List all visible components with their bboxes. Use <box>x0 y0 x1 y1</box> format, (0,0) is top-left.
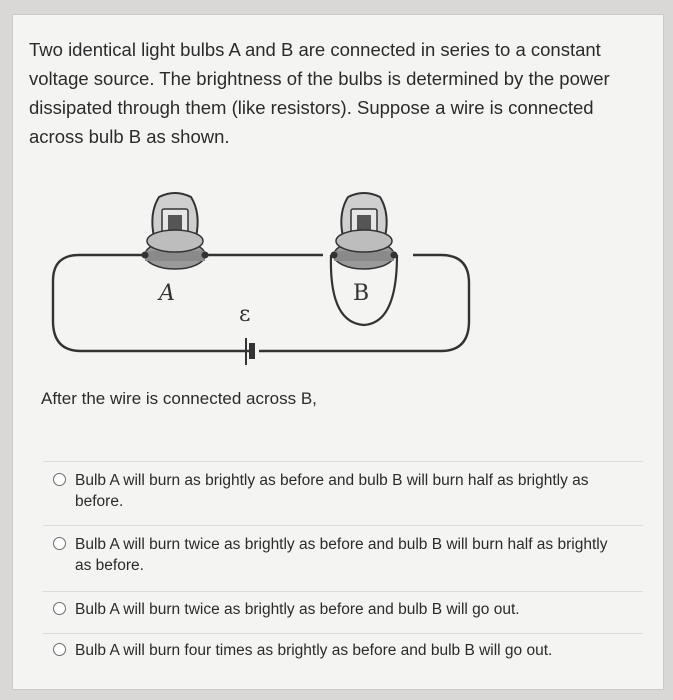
radio-button[interactable] <box>53 643 66 656</box>
bulb-a-label: A <box>159 281 175 306</box>
answer-option[interactable] <box>53 599 623 620</box>
prompt-text: After the wire is connected across B, <box>41 389 317 408</box>
answer-option[interactable] <box>53 640 623 661</box>
answer-option[interactable] <box>53 470 623 512</box>
option-label: Bulb A will burn four times as brightly as before and bulb B will go out. <box>75 642 553 659</box>
answer-option[interactable] <box>53 534 623 576</box>
option-label: Bulb A will burn twice as brightly as before and bulb B will go out. <box>75 601 520 618</box>
option-label: Bulb A will burn as brightly as before and bulb B will burn half as brightly as before. <box>75 472 589 510</box>
radio-button[interactable] <box>53 602 66 615</box>
circuit-diagram <box>41 173 471 393</box>
divider <box>43 525 643 526</box>
question-text: Two identical light bulbs A and B are connected in series to a constant voltage source. The brightness of the bulbs is determined by the power dissipated through them (like resistors). Suppose a wire is connected across bulb B as shown. <box>29 39 610 147</box>
bulb-b-label: B <box>353 281 370 306</box>
radio-button[interactable] <box>53 473 66 486</box>
bulb-a-icon <box>142 193 209 269</box>
radio-button[interactable] <box>53 537 66 550</box>
divider <box>43 591 643 592</box>
question-card <box>12 14 664 690</box>
emf-label: ε <box>239 302 251 327</box>
divider <box>43 461 643 462</box>
divider <box>43 633 643 634</box>
circuit-wire <box>53 255 251 351</box>
bulb-b-icon <box>331 193 398 269</box>
option-label: Bulb A will burn twice as brightly as before and bulb B will burn half as brightly as before. <box>75 536 608 574</box>
